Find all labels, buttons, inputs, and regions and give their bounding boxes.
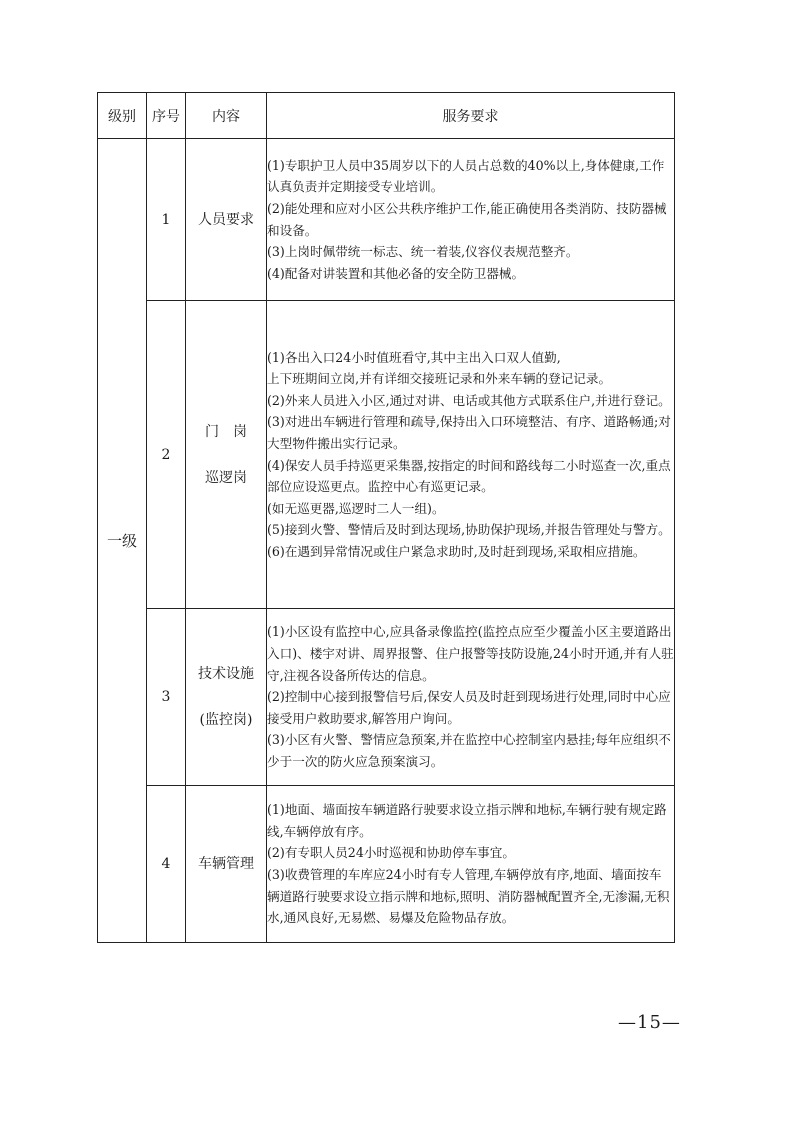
requirement-item: (3)收费管理的车库应24小时有专人管理,车辆停放有序,地面、墙面按车辆道路行驶要求设立指示牌和地标,照明、消防器械配置齐全,无渗漏,无积水,通风良好,无易燃、易爆及危险物品存放。 [267,867,670,926]
requirement-item: (1)地面、墙面按车辆道路行驶要求设立指示牌和地标,车辆行驶有规定路线,车辆停放有序。 [267,802,667,839]
requirements-cell [267,786,675,943]
level-cell: 一级 [98,139,147,943]
requirement-item: (2)有专职人员24小时巡视和协助停车事宜。 [267,845,515,861]
table-row [98,301,675,609]
content-cell [186,139,267,301]
requirement-item: (1)各出入口24小时值班看守,其中主出入口双人值勤, [267,349,561,365]
seq-cell: 4 [147,786,186,943]
requirement-item: (1)小区设有监控中心,应具备录像监控(监控点应至少覆盖小区主要道路出入口)、楼宇对讲、周界报警、住户报警等技防设施,24小时开通,并有人驻守,注视各设备所传达的信息。 [267,624,674,683]
requirement-item: (3)小区有火警、警情应急预案,并在监控中心控制室内悬挂;每年应组织不少于一次的防火应急预案演习。 [267,732,671,769]
header-seq: 序号 [147,93,186,139]
requirements-cell [267,301,675,609]
header-level: 级别 [98,93,147,139]
seq-cell: 2 [147,301,186,609]
table-row [98,139,675,301]
table-header-row [98,93,675,139]
requirement-item: (3)对进出车辆进行管理和疏导,保持出入口环境整洁、有序、道路畅通;对大型物件搬出实行记录。 [267,414,671,451]
service-standard-table [97,92,675,943]
content-cell [186,301,267,609]
content-cell [186,609,267,786]
content-line: 巡逻岗 [205,469,247,486]
requirement-item: (1)专职护卫人员中35周岁以下的人员占总数的40%以上,身体健康,工作认真负责并定期接受专业培训。 [267,157,665,195]
table-row [98,786,675,943]
seq-cell: 3 [147,609,186,786]
requirement-item: (2)能处理和应对小区公共秩序维护工作,能正确使用各类消防、技防器械和设备。 [267,200,667,238]
content-line: 人员要求 [198,211,254,228]
seq-cell: 1 [147,139,186,301]
content-line: (监控岗) [199,712,253,728]
requirement-item: (5)接到火警、警情后及时到达现场,协助保护现场,并报告管理处与警方。 [267,522,671,538]
header-content: 内容 [186,93,267,139]
header-requirements: 服务要求 [267,93,675,139]
requirement-item: (如无巡更器,巡逻时二人一组)。 [267,500,445,516]
requirement-item: (4)配备对讲装置和其他必备的安全防卫器械。 [267,265,525,281]
content-line: 车辆管理 [198,856,254,872]
requirement-item: (3)上岗时佩带统一标志、统一着装,仪容仪表规范整齐。 [267,244,579,260]
requirement-item: (6)在遇到异常情况或住户紧急求助时,及时赶到现场,采取相应措施。 [267,543,646,559]
requirements-cell [267,139,675,301]
requirements-cell [267,609,675,786]
requirement-item: (4)保安人员手持巡更采集器,按指定的时间和路线每二小时巡查一次,重点部位应设巡更点。监控中心有巡更记录。 [267,457,671,495]
content-cell [186,786,267,943]
page-number: —15— [618,1012,681,1033]
table-row [98,609,675,786]
requirement-item: (2)外来人员进入小区,通过对讲、电话或其他方式联系住户,并进行登记。 [267,392,671,408]
content-line: 技术设施 [198,666,254,682]
requirement-item: (2)控制中心接到报警信号后,保安人员及时赶到现场进行处理,同时中心应接受用户救助要求,解答用户询问。 [267,689,671,726]
content-line: 门 岗 [205,423,247,440]
requirement-item: 上下班期间立岗,并有详细交接班记录和外来车辆的登记记录。 [267,371,612,387]
